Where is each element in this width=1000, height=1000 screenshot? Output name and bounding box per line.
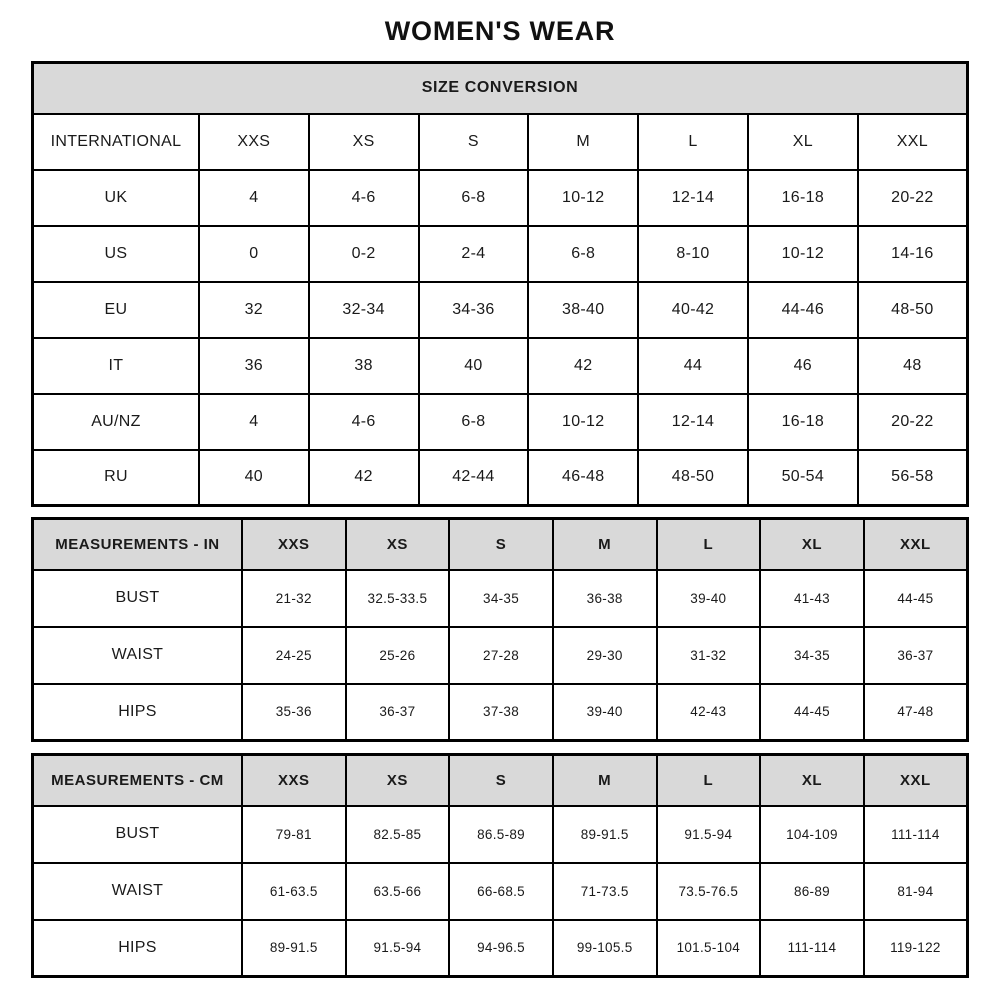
row-label: WAIST (33, 863, 242, 920)
size-value-cell: 38 (309, 338, 419, 394)
measurement-value-cell: 94-96.5 (449, 920, 553, 977)
size-value-cell: 48-50 (858, 282, 968, 338)
column-header-size: XXL (858, 114, 968, 170)
measurement-value-cell: 119-122 (864, 920, 968, 977)
size-value-cell: 36 (199, 338, 309, 394)
size-value-cell: 32-34 (309, 282, 419, 338)
column-header-size: XS (346, 519, 450, 570)
size-value-cell: 6-8 (419, 170, 529, 226)
measurement-value-cell: 36-38 (553, 570, 657, 627)
measurement-value-cell: 34-35 (449, 570, 553, 627)
column-header-size: XXS (242, 755, 346, 806)
measurement-value-cell: 31-32 (657, 627, 761, 684)
size-value-cell: 40 (199, 450, 309, 506)
size-value-cell: 12-14 (638, 394, 748, 450)
table-row (33, 170, 968, 226)
measurement-value-cell: 42-43 (657, 684, 761, 741)
table-header-row (33, 63, 968, 114)
size-value-cell: 38-40 (528, 282, 638, 338)
measurement-value-cell: 32.5-33.5 (346, 570, 450, 627)
row-label: BUST (33, 806, 242, 863)
table-row (33, 338, 968, 394)
size-value-cell: 34-36 (419, 282, 529, 338)
row-label: WAIST (33, 627, 242, 684)
size-value-cell: 4 (199, 394, 309, 450)
column-header-size: L (657, 519, 761, 570)
measurements-in-table (31, 517, 969, 742)
measurement-value-cell: 79-81 (242, 806, 346, 863)
column-header-size: S (449, 755, 553, 806)
measurement-value-cell: 86-89 (760, 863, 864, 920)
size-value-cell: 16-18 (748, 394, 858, 450)
column-header-size: L (638, 114, 748, 170)
column-header-size: XL (748, 114, 858, 170)
size-value-cell: 20-22 (858, 394, 968, 450)
measurement-value-cell: 41-43 (760, 570, 864, 627)
size-value-cell: 48 (858, 338, 968, 394)
size-value-cell: 0-2 (309, 226, 419, 282)
measurement-value-cell: 36-37 (346, 684, 450, 741)
column-header-size: XL (760, 519, 864, 570)
table-row (33, 570, 968, 627)
measurement-value-cell: 44-45 (760, 684, 864, 741)
measurement-value-cell: 111-114 (864, 806, 968, 863)
size-value-cell: 4 (199, 170, 309, 226)
size-conversion-body (33, 114, 968, 506)
table-row (33, 920, 968, 977)
table-row (33, 450, 968, 506)
measurement-value-cell: 73.5-76.5 (657, 863, 761, 920)
size-value-cell: 0 (199, 226, 309, 282)
table-row (33, 806, 968, 863)
column-header-size: XS (346, 755, 450, 806)
size-value-cell: 50-54 (748, 450, 858, 506)
measurement-value-cell: 101.5-104 (657, 920, 761, 977)
column-header-size: M (553, 519, 657, 570)
column-header-size: XXS (199, 114, 309, 170)
measurement-value-cell: 44-45 (864, 570, 968, 627)
table-row (33, 684, 968, 741)
size-conversion-header: SIZE CONVERSION (33, 63, 968, 114)
size-value-cell: 14-16 (858, 226, 968, 282)
size-value-cell: 42 (309, 450, 419, 506)
measurement-value-cell: 82.5-85 (346, 806, 450, 863)
table-row (33, 226, 968, 282)
measurement-value-cell: 21-32 (242, 570, 346, 627)
column-header-region: INTERNATIONAL (33, 114, 199, 170)
size-value-cell: 42 (528, 338, 638, 394)
measurement-value-cell: 91.5-94 (346, 920, 450, 977)
measurements-in-body (33, 519, 968, 741)
size-value-cell: 10-12 (528, 170, 638, 226)
column-header-size: M (553, 755, 657, 806)
size-value-cell: 46 (748, 338, 858, 394)
size-conversion-table (31, 61, 969, 507)
measurement-value-cell: 71-73.5 (553, 863, 657, 920)
size-value-cell: 16-18 (748, 170, 858, 226)
measurement-value-cell: 37-38 (449, 684, 553, 741)
row-label: US (33, 226, 199, 282)
size-value-cell: 40-42 (638, 282, 748, 338)
row-label: IT (33, 338, 199, 394)
measurement-value-cell: 27-28 (449, 627, 553, 684)
size-value-cell: 40 (419, 338, 529, 394)
measurements-cm-table (31, 753, 969, 978)
table-row (33, 863, 968, 920)
measurement-value-cell: 39-40 (553, 684, 657, 741)
measurement-value-cell: 35-36 (242, 684, 346, 741)
table-row (33, 282, 968, 338)
measurement-value-cell: 89-91.5 (242, 920, 346, 977)
measurement-value-cell: 99-105.5 (553, 920, 657, 977)
size-value-cell: 32 (199, 282, 309, 338)
measurements-cm-body (33, 755, 968, 977)
size-value-cell: 10-12 (748, 226, 858, 282)
measurement-value-cell: 63.5-66 (346, 863, 450, 920)
measurement-value-cell: 91.5-94 (657, 806, 761, 863)
page-title: WOMEN'S WEAR (384, 16, 616, 46)
size-value-cell: 6-8 (528, 226, 638, 282)
size-value-cell: 6-8 (419, 394, 529, 450)
measurement-value-cell: 89-91.5 (553, 806, 657, 863)
size-value-cell: 4-6 (309, 394, 419, 450)
measurement-value-cell: 86.5-89 (449, 806, 553, 863)
size-value-cell: 44 (638, 338, 748, 394)
column-header-size: XXL (864, 519, 968, 570)
measurement-value-cell: 66-68.5 (449, 863, 553, 920)
measurement-value-cell: 61-63.5 (242, 863, 346, 920)
size-value-cell: 2-4 (419, 226, 529, 282)
row-label: UK (33, 170, 199, 226)
column-header-size: L (657, 755, 761, 806)
column-header-size: XXS (242, 519, 346, 570)
size-value-cell: 44-46 (748, 282, 858, 338)
column-header-size: S (419, 114, 529, 170)
measurement-value-cell: 25-26 (346, 627, 450, 684)
table-header-row (33, 755, 968, 806)
row-label: EU (33, 282, 199, 338)
size-value-cell: 56-58 (858, 450, 968, 506)
column-header-size: M (528, 114, 638, 170)
measurements-header: MEASUREMENTS - IN (33, 519, 242, 570)
measurement-value-cell: 24-25 (242, 627, 346, 684)
row-label: AU/NZ (33, 394, 199, 450)
size-value-cell: 46-48 (528, 450, 638, 506)
column-header-size: XS (309, 114, 419, 170)
measurement-value-cell: 29-30 (553, 627, 657, 684)
measurement-value-cell: 111-114 (760, 920, 864, 977)
size-value-cell: 10-12 (528, 394, 638, 450)
row-label: HIPS (33, 684, 242, 741)
measurements-header: MEASUREMENTS - CM (33, 755, 242, 806)
size-value-cell: 8-10 (638, 226, 748, 282)
measurement-value-cell: 36-37 (864, 627, 968, 684)
row-label: BUST (33, 570, 242, 627)
size-value-cell: 20-22 (858, 170, 968, 226)
measurement-value-cell: 34-35 (760, 627, 864, 684)
measurement-value-cell: 81-94 (864, 863, 968, 920)
size-value-cell: 42-44 (419, 450, 529, 506)
size-value-cell: 4-6 (309, 170, 419, 226)
row-label: RU (33, 450, 199, 506)
measurement-value-cell: 104-109 (760, 806, 864, 863)
row-label: HIPS (33, 920, 242, 977)
table-row (33, 394, 968, 450)
table-header-row (33, 519, 968, 570)
measurement-value-cell: 47-48 (864, 684, 968, 741)
table-row (33, 627, 968, 684)
column-header-size: XL (760, 755, 864, 806)
size-value-cell: 48-50 (638, 450, 748, 506)
column-header-size: S (449, 519, 553, 570)
column-header-row (33, 114, 968, 170)
size-value-cell: 12-14 (638, 170, 748, 226)
column-header-size: XXL (864, 755, 968, 806)
measurement-value-cell: 39-40 (657, 570, 761, 627)
